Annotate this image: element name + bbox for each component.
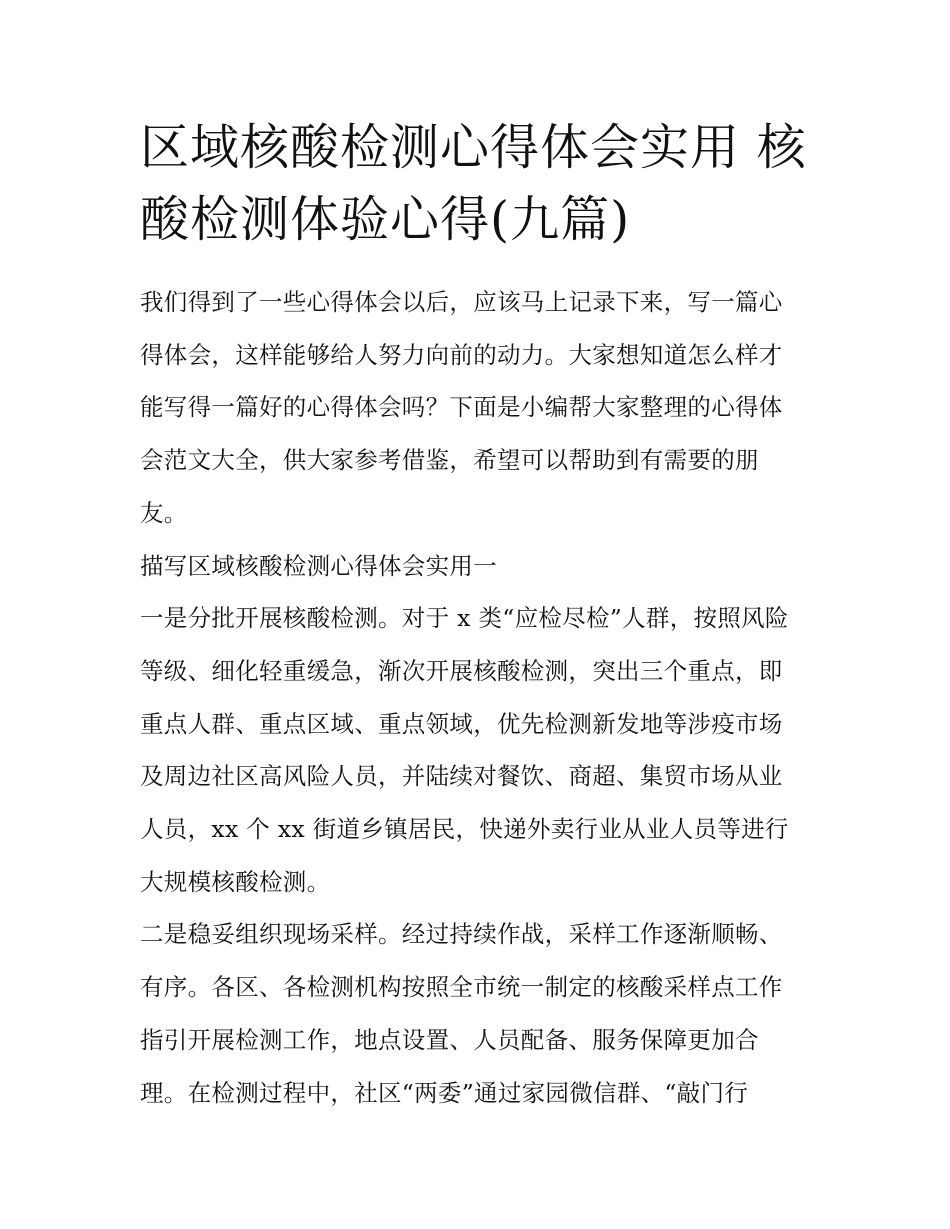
text-line: 有序。各区、各检测机构按照全市统一制定的核酸采样点工作 — [140, 973, 783, 1002]
text-line: 一是分批开展核酸检测。对于 x 类“应检尽检”人群，按照风险 — [140, 604, 789, 633]
body-paragraph — [140, 908, 816, 1119]
text-line: 及周边社区高风险人员，并陆续对餐饮、商超、集贸市场从业 — [140, 762, 783, 791]
document-title — [140, 112, 820, 256]
text-line: 重点人群、重点区域、重点领域，优先检测新发地等涉疫市场 — [140, 709, 783, 738]
title-line: 区域核酸检测心得体会实用 核 — [140, 119, 807, 176]
text-line: 友。 — [140, 498, 188, 527]
text-line: 描写区域核酸检测心得体会实用一 — [140, 551, 497, 580]
text-line: 指引开展检测工作，地点设置、人员配备、服务保障更加合 — [140, 1025, 759, 1054]
title-line: 酸检测体验心得(九篇) — [140, 191, 631, 248]
text-line: 二是稳妥组织现场采样。经过持续作战，采样工作逐渐顺畅、 — [140, 920, 783, 949]
text-line: 我们得到了一些心得体会以后，应该马上记录下来，写一篇心 — [140, 288, 783, 316]
text-line: 等级、细化轻重缓急，渐次开展核酸检测，突出三个重点，即 — [140, 656, 783, 685]
intro-paragraph — [140, 276, 816, 540]
text-line: 得体会，这样能够给人努力向前的动力。大家想知道怎么样才 — [140, 340, 783, 369]
document-body — [140, 276, 816, 1119]
text-line: 人员，xx 个 xx 街道乡镇居民，快递外卖行业从业人员等进行 — [140, 815, 789, 844]
section-heading — [140, 540, 816, 593]
text-line: 会范文大全，供大家参考借鉴，希望可以帮助到有需要的朋 — [140, 446, 759, 475]
text-line: 理。在检测过程中，社区“两委”通过家园微信群、“敲门行 — [140, 1078, 749, 1107]
body-paragraph — [140, 592, 816, 908]
text-line: 大规模核酸检测。 — [140, 867, 331, 896]
text-line: 能写得一篇好的心得体会吗？下面是小编帮大家整理的心得体 — [140, 393, 783, 422]
